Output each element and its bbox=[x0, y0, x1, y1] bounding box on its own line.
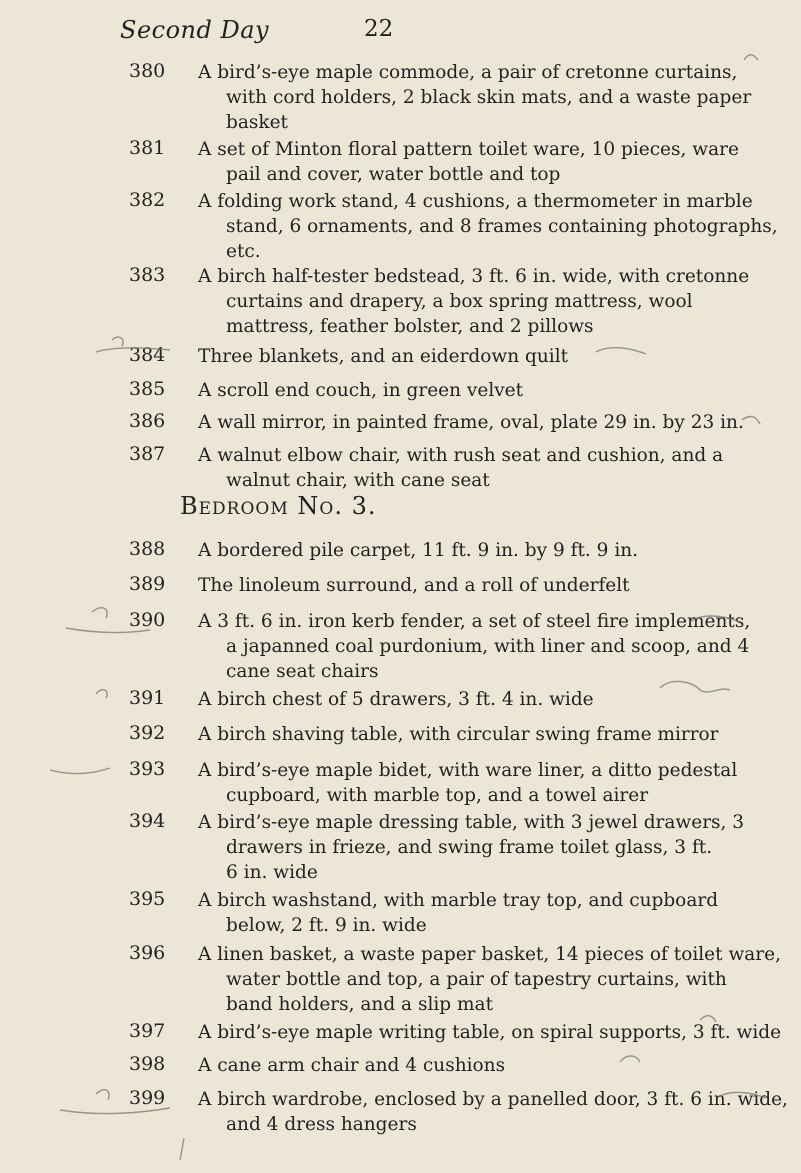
lot-line: A birch chest of 5 drawers, 3 ft. 4 in. wide bbox=[198, 689, 594, 710]
lot-line: basket bbox=[226, 112, 288, 133]
lot-line: and 4 dress hangers bbox=[226, 1114, 417, 1135]
lot-description bbox=[198, 410, 768, 435]
lot-number: 391 bbox=[129, 687, 166, 709]
lot-number: 390 bbox=[129, 609, 166, 631]
lot-line: water bottle and top, a pair of tapestry curtains, with bbox=[226, 969, 727, 990]
lot-number: 389 bbox=[129, 573, 166, 595]
lot-line: The linoleum surround, and a roll of underfelt bbox=[198, 575, 630, 596]
lot-description bbox=[198, 810, 768, 885]
lot-line: A cane arm chair and 4 cushions bbox=[198, 1055, 506, 1076]
section-heading: Bedroom No. 3. bbox=[180, 492, 377, 520]
lot-description bbox=[198, 344, 768, 369]
lot-line: A scroll end couch, in green velvet bbox=[198, 380, 524, 401]
lot-description bbox=[198, 378, 768, 403]
lot-line: A birch shaving table, with circular swing frame mirror bbox=[198, 724, 719, 745]
lot-line: A walnut elbow chair, with rush seat and cushion, and a bbox=[198, 445, 724, 466]
lot-line: A bordered pile carpet, 11 ft. 9 in. by 9 ft. 9 in. bbox=[198, 540, 639, 561]
lot-number: 383 bbox=[129, 264, 166, 286]
lot-line: A linen basket, a waste paper basket, 14 pieces of toilet ware, bbox=[198, 944, 781, 965]
page-title: Second Day bbox=[120, 16, 270, 44]
lot-number: 396 bbox=[129, 942, 166, 964]
lot-line: drawers in frieze, and swing frame toilet glass, 3 ft. bbox=[226, 837, 713, 858]
lot-line: A 3 ft. 6 in. iron kerb fender, a set of steel fire implements, bbox=[198, 611, 751, 632]
lot-description bbox=[198, 189, 778, 264]
lot-description bbox=[198, 722, 768, 747]
lot-number: 393 bbox=[129, 758, 166, 780]
lot-line: A bird’s-eye maple writing table, on spiral supports, 3 ft. wide bbox=[198, 1022, 782, 1043]
lot-description bbox=[198, 264, 768, 339]
lot-description bbox=[198, 137, 768, 187]
lot-line: curtains and drapery, a box spring mattress, wool bbox=[226, 291, 693, 312]
lot-number: 399 bbox=[129, 1087, 166, 1109]
lot-number: 395 bbox=[129, 888, 166, 910]
lot-number: 386 bbox=[129, 410, 166, 432]
lot-number: 398 bbox=[129, 1053, 166, 1075]
lot-line: 6 in. wide bbox=[226, 862, 318, 883]
lot-number: 397 bbox=[129, 1020, 166, 1042]
lot-description bbox=[198, 538, 768, 563]
lot-number: 381 bbox=[129, 137, 166, 159]
lot-line: a japanned coal purdonium, with liner and scoop, and 4 bbox=[226, 636, 750, 657]
lot-line: Three blankets, and an eiderdown quilt bbox=[198, 346, 569, 367]
lot-line: walnut chair, with cane seat bbox=[226, 470, 490, 491]
lot-number: 392 bbox=[129, 722, 166, 744]
lot-line: A birch half-tester bedstead, 3 ft. 6 in. wide, with cretonne bbox=[198, 266, 750, 287]
lot-line: cane seat chairs bbox=[226, 661, 379, 682]
lot-description bbox=[198, 1020, 782, 1045]
lot-number: 384 bbox=[129, 344, 166, 366]
lot-description bbox=[198, 888, 768, 938]
lot-description bbox=[198, 609, 768, 684]
lot-line: cupboard, with marble top, and a towel airer bbox=[226, 785, 649, 806]
lot-number: 382 bbox=[129, 189, 166, 211]
lot-line: etc. bbox=[226, 241, 261, 262]
lot-line: A birch washstand, with marble tray top, and cupboard bbox=[198, 890, 719, 911]
lot-number: 380 bbox=[129, 60, 166, 82]
lot-line: A set of Minton floral pattern toilet ware, 10 pieces, ware bbox=[198, 139, 739, 160]
lot-number: 394 bbox=[129, 810, 166, 832]
lot-line: pail and cover, water bottle and top bbox=[226, 164, 561, 185]
lot-line: A bird’s-eye maple commode, a pair of cretonne curtains, bbox=[198, 62, 738, 83]
lot-description bbox=[198, 942, 781, 1017]
lot-description bbox=[198, 60, 768, 135]
lot-description bbox=[198, 443, 768, 493]
lot-line: A wall mirror, in painted frame, oval, plate 29 in. by 23 in. bbox=[198, 412, 744, 433]
page-number: 22 bbox=[364, 16, 394, 42]
lot-line: with cord holders, 2 black skin mats, and a waste paper bbox=[226, 87, 752, 108]
lot-description bbox=[198, 758, 768, 808]
lot-number: 388 bbox=[129, 538, 166, 560]
lot-description bbox=[198, 1053, 768, 1078]
lot-number: 387 bbox=[129, 443, 166, 465]
lot-description bbox=[198, 687, 768, 712]
lot-line: A folding work stand, 4 cushions, a thermometer in marble bbox=[198, 191, 753, 212]
lot-line: A birch wardrobe, enclosed by a panelled door, 3 ft. 6 in. wide, bbox=[198, 1089, 788, 1110]
running-head bbox=[120, 14, 540, 44]
lot-line: band holders, and a slip mat bbox=[226, 994, 494, 1015]
lot-line: mattress, feather bolster, and 2 pillows bbox=[226, 316, 594, 337]
lot-line: A bird’s-eye maple bidet, with ware liner, a ditto pedestal bbox=[198, 760, 738, 781]
lot-line: stand, 6 ornaments, and 8 frames containing photographs, bbox=[226, 216, 778, 237]
lot-line: below, 2 ft. 9 in. wide bbox=[226, 915, 427, 936]
lot-line: A bird’s-eye maple dressing table, with 3 jewel drawers, 3 bbox=[198, 812, 745, 833]
lot-number: 385 bbox=[129, 378, 166, 400]
lot-description bbox=[198, 573, 768, 598]
lot-description bbox=[198, 1087, 788, 1137]
